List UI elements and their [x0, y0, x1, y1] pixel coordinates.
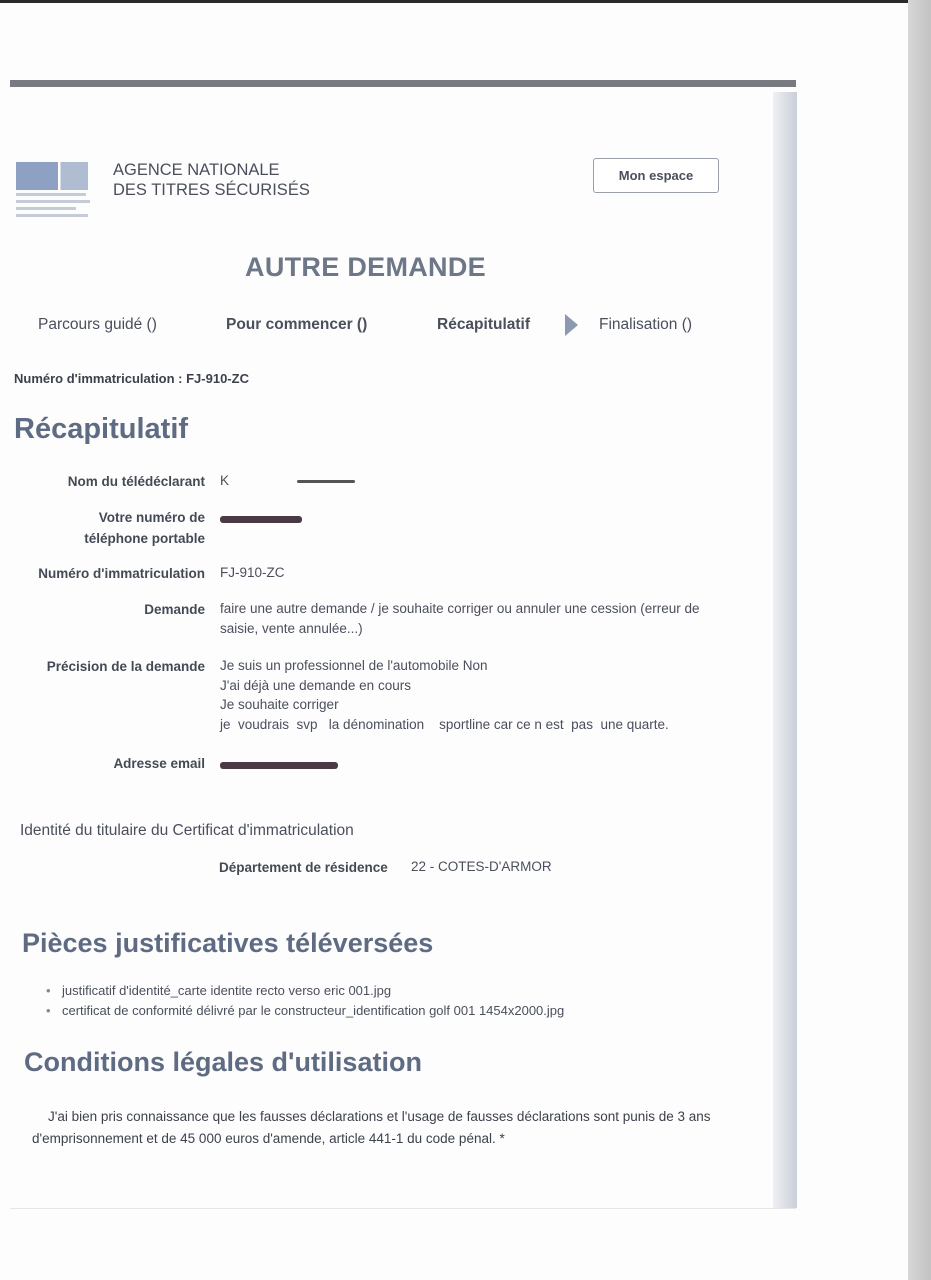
republique-francaise-emblem: [16, 162, 88, 190]
agency-name-line1: AGENCE NATIONALE: [113, 161, 280, 179]
page-bottom-line: [10, 1208, 796, 1209]
conditions-text-body: J'ai bien pris connaissance que les fausses déclarations et l'usage de fausses déclarations sont punis de 3 ans d'emprisonnement et de 45 000 euros d'amende, article 441-1 du code pénal. *: [32, 1109, 711, 1146]
recap-heading: Récapitulatif: [14, 413, 189, 445]
precision-label: Précision de la demande: [46, 659, 205, 674]
departement-label: Département de résidence: [219, 860, 388, 875]
precision-line: Je suis un professionnel de l'automobile Non: [220, 658, 488, 673]
conditions-heading: Conditions légales d'utilisation: [24, 1047, 422, 1077]
page-right-shade: [773, 92, 797, 1208]
file-item[interactable]: • certificat de conformité délivré par le constructeur_identification golf 001 1454x2000.jpg: [46, 1001, 564, 1021]
titulaire-heading: Identité du titulaire du Certificat d'immatriculation: [20, 822, 354, 839]
scan-top-edge: [0, 0, 931, 3]
step-finalisation[interactable]: Finalisation (): [599, 316, 693, 333]
declarant-redaction: [297, 480, 355, 483]
declarant-label: Nom du télédéclarant: [67, 474, 205, 489]
logo-caption: [16, 193, 90, 221]
immat-value: FJ-910-ZC: [220, 565, 285, 580]
page-top-bar: [10, 80, 796, 87]
precision-line: je voudrais svp la dénomination sportline car ce n est pas une quarte.: [220, 716, 669, 732]
pieces-heading: Pièces justificatives téléversées: [22, 928, 434, 958]
immat-label: Numéro d'immatriculation: [38, 566, 205, 581]
step-pour-commencer[interactable]: Pour commencer (): [226, 316, 368, 333]
step-arrow-icon: [565, 314, 578, 336]
precision-value: [220, 656, 715, 734]
declarant-value: [220, 471, 715, 491]
phone-label-line2: téléphone portable: [84, 531, 205, 546]
email-value: [220, 753, 715, 773]
page-title: AUTRE DEMANDE: [245, 252, 486, 282]
agency-name: [113, 160, 310, 200]
agency-logo: [16, 162, 90, 234]
declarant-initial: K: [220, 473, 230, 488]
immatriculation-header: Numéro d'immatriculation : FJ-910-ZC: [14, 371, 249, 386]
email-label: Adresse email: [113, 756, 205, 771]
departement-value: 22 - COTES-D'ARMOR: [411, 859, 552, 874]
phone-label: [5, 507, 205, 549]
demande-value: faire une autre demande / je souhaite corriger ou annuler une cession (erreur de saisie, vente annulée...): [220, 601, 700, 636]
file-item[interactable]: • justificatif d'identité_carte identite recto verso eric 001.jpg: [46, 981, 564, 1001]
conditions-text: [32, 1106, 732, 1150]
precision-line: J'ai déjà une demande en cours: [220, 677, 411, 693]
email-redaction: [220, 762, 338, 769]
phone-label-line1: Votre numéro de: [98, 510, 205, 525]
pieces-list: [46, 981, 564, 1021]
precision-line: Je souhaite corriger: [220, 697, 339, 712]
step-recapitulatif: Récapitulatif: [437, 316, 531, 333]
mon-espace-button[interactable]: Mon espace: [593, 158, 719, 193]
demande-label: Demande: [144, 602, 205, 617]
phone-value: [220, 507, 715, 527]
step-parcours-guide[interactable]: Parcours guidé (): [38, 316, 157, 333]
agency-name-line2: DES TITRES SÉCURISÉS: [113, 181, 310, 199]
scan-right-edge: [908, 0, 931, 1280]
phone-redaction: [220, 516, 302, 523]
legal-checkbox[interactable]: [32, 1111, 42, 1121]
